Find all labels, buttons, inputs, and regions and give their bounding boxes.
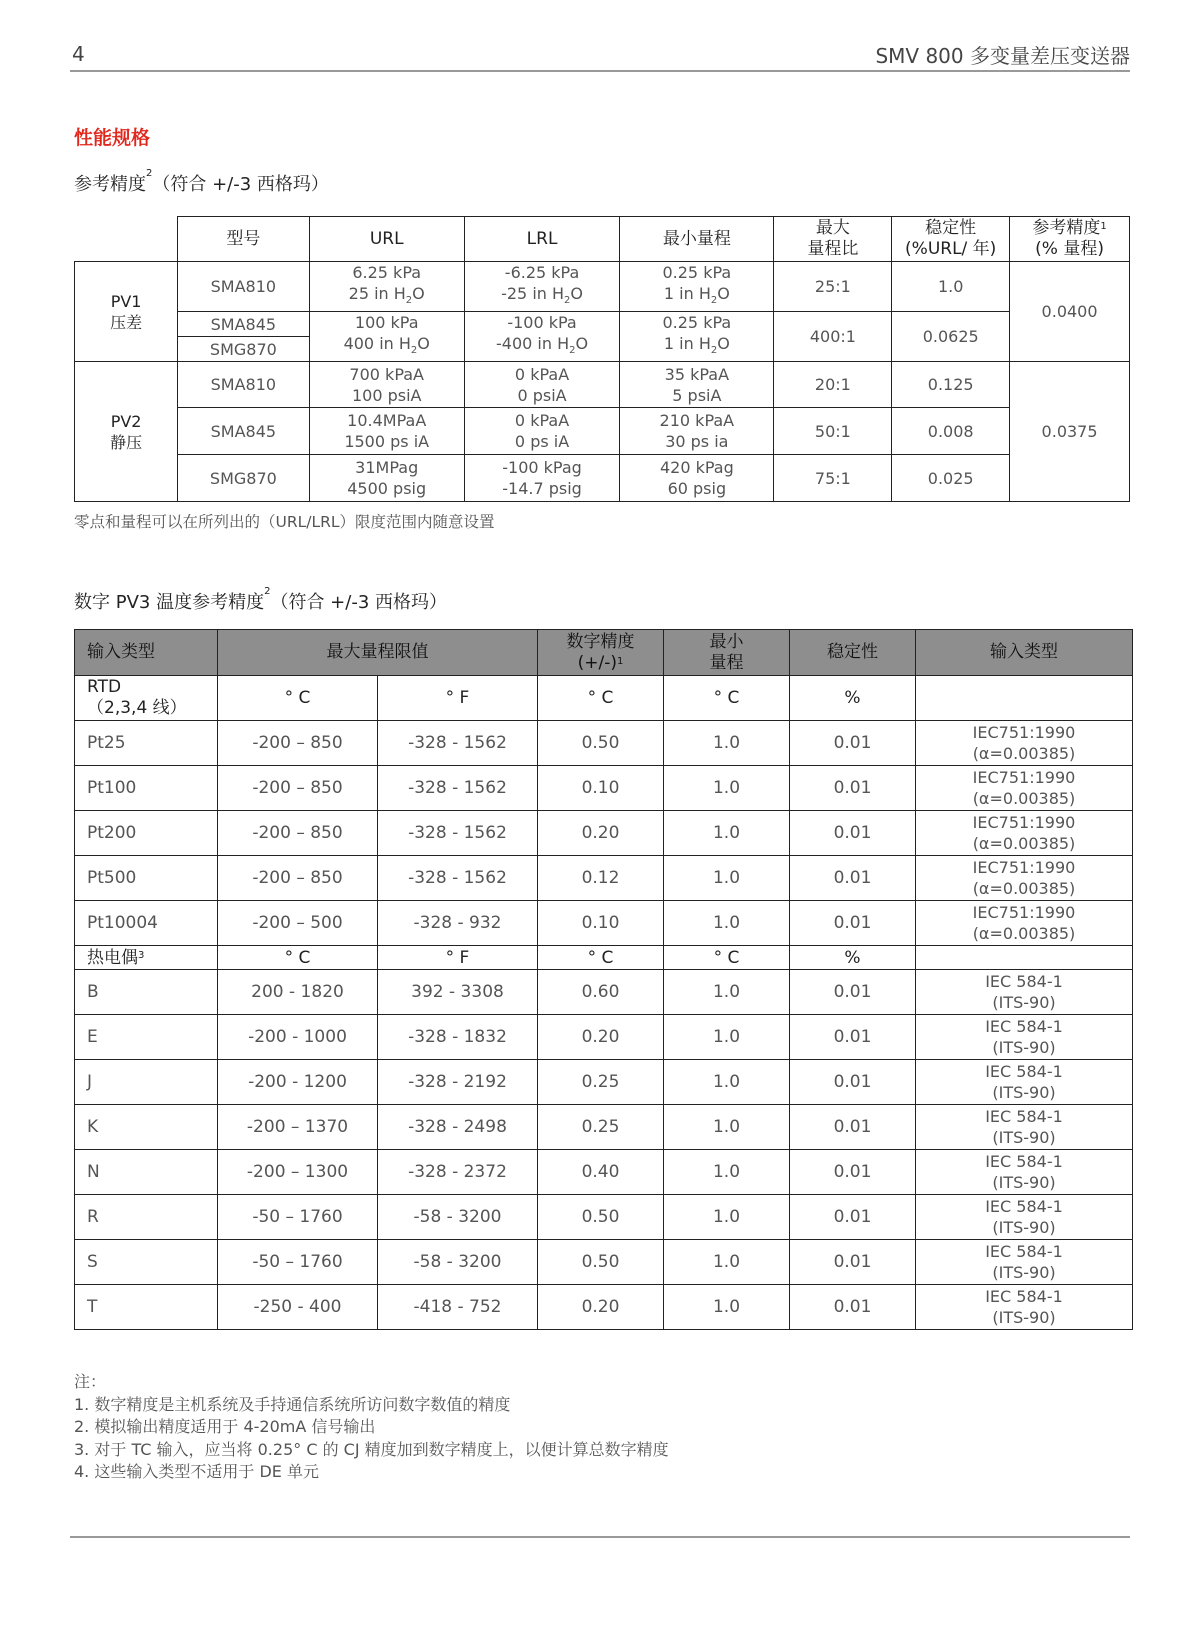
min-span-cell: 1.0	[664, 811, 790, 856]
input-type-cell: S	[75, 1240, 218, 1285]
standard-cell: IEC 584-1 (ITS-90)	[916, 1015, 1133, 1060]
input-type-cell: B	[75, 970, 218, 1015]
table-row	[75, 1150, 1133, 1195]
input-type-cell: Pt500	[75, 856, 218, 901]
url-cell: 31MPag 4500 psig	[309, 455, 464, 502]
rtd-label: RTD （2,3,4 线）	[75, 676, 218, 721]
table-row	[75, 1240, 1133, 1285]
unit-cell: %	[790, 946, 916, 970]
note-item: 1. 数字精度是主机系统及手持通信系统所访问数字数值的精度	[74, 1394, 511, 1414]
stability-cell: 0.01	[790, 901, 916, 946]
input-type-cell: E	[75, 1015, 218, 1060]
col-header-input-type: 输入类型	[75, 630, 218, 676]
ratio-cell: 25:1	[774, 262, 892, 312]
section-title: 性能规格	[74, 127, 151, 149]
standard-cell: IEC 584-1 (ITS-90)	[916, 1285, 1133, 1330]
header-divider	[70, 70, 1130, 72]
standard-cell: IEC 584-1 (ITS-90)	[916, 970, 1133, 1015]
standard-cell: IEC 584-1 (ITS-90)	[916, 1195, 1133, 1240]
ref-accuracy-pv1: 0.0400	[1010, 262, 1130, 362]
table1-footnote: 零点和量程可以在所列出的（URL/LRL）限度范围内随意设置	[74, 513, 495, 531]
min-span-cell: 1.0	[664, 970, 790, 1015]
model-cell: SMG870	[178, 337, 309, 362]
range-fahrenheit-cell: -328 - 2498	[378, 1105, 538, 1150]
min-span-cell: 1.0	[664, 1015, 790, 1060]
table-row	[75, 1285, 1133, 1330]
range-fahrenheit-cell: -328 - 1562	[378, 766, 538, 811]
unit-cell: ° F	[378, 946, 538, 970]
page-number: 4	[72, 42, 85, 66]
digital-accuracy-cell: 0.10	[538, 901, 664, 946]
corner-cell	[75, 217, 178, 262]
url-cell: 6.25 kPa 25 in $H_2O$	[309, 262, 464, 312]
min-span-cell: 1.0	[664, 1240, 790, 1285]
min-span-cell: 35 kPaA 5 psiA	[620, 362, 774, 408]
col-header-url: URL	[309, 217, 464, 262]
note-item: 2. 模拟输出精度适用于 4-20mA 信号输出	[74, 1417, 376, 1436]
ratio-cell: 75:1	[774, 455, 892, 502]
unit-cell	[916, 946, 1133, 970]
range-fahrenheit-cell: -328 - 2372	[378, 1150, 538, 1195]
min-span-cell: 1.0	[664, 1195, 790, 1240]
col-header-max-ratio: 最大 量程比	[774, 217, 892, 262]
stability-cell: 0.008	[892, 408, 1010, 455]
table-row	[75, 721, 1133, 766]
stability-cell: 0.0625	[892, 312, 1010, 362]
range-celsius-cell: -200 – 850	[218, 766, 378, 811]
min-span-cell: 1.0	[664, 721, 790, 766]
rtd-unit-row	[75, 676, 1133, 721]
min-span-cell: 210 kPaA 30 ps ia	[620, 408, 774, 455]
table-row	[75, 856, 1133, 901]
standard-cell: IEC 584-1 (ITS-90)	[916, 1105, 1133, 1150]
input-type-cell: T	[75, 1285, 218, 1330]
lrl-cell: 0 kPaA 0 ps iA	[464, 408, 619, 455]
range-celsius-cell: -200 – 850	[218, 811, 378, 856]
unit-cell: ° C	[538, 676, 664, 721]
min-span-cell: 1.0	[664, 1150, 790, 1195]
model-cell: SMA810	[178, 262, 309, 312]
standard-cell: IEC751:1990 (α=0.00385)	[916, 811, 1133, 856]
input-type-cell: N	[75, 1150, 218, 1195]
group-pv2: PV2 静压	[75, 362, 178, 502]
document-title: SMV 800 多变量差压变送器	[875, 44, 1130, 68]
standard-cell: IEC751:1990 (α=0.00385)	[916, 721, 1133, 766]
range-celsius-cell: 200 - 1820	[218, 970, 378, 1015]
min-span-cell: 1.0	[664, 901, 790, 946]
min-span-cell: 1.0	[664, 1060, 790, 1105]
input-type-cell: Pt100	[75, 766, 218, 811]
unit-cell: ° C	[538, 946, 664, 970]
stability-cell: 0.01	[790, 811, 916, 856]
min-span-cell: 0.25 kPa 1 in $H_2O$	[620, 312, 774, 362]
table2-title: 数字 PV3 温度参考精度$^2$（符合 +/-3 西格玛）	[74, 586, 447, 613]
stability-cell: 0.01	[790, 970, 916, 1015]
stability-cell: 0.125	[892, 362, 1010, 408]
unit-cell: ° F	[378, 676, 538, 721]
col-header-ref-accuracy: 参考精度$^1$ (% 量程)	[1010, 217, 1130, 262]
digital-accuracy-cell: 0.60	[538, 970, 664, 1015]
thermocouple-unit-row	[75, 946, 1133, 970]
col-header-max-range: 最大量程限值	[218, 630, 538, 676]
range-celsius-cell: -200 – 850	[218, 856, 378, 901]
input-type-cell: Pt200	[75, 811, 218, 856]
standard-cell: IEC751:1990 (α=0.00385)	[916, 766, 1133, 811]
col-header-model: 型号	[178, 217, 309, 262]
stability-cell: 0.01	[790, 1240, 916, 1285]
range-celsius-cell: -200 - 1200	[218, 1060, 378, 1105]
min-span-cell: 0.25 kPa 1 in $H_2O$	[620, 262, 774, 312]
stability-cell: 0.01	[790, 766, 916, 811]
stability-cell: 0.01	[790, 1060, 916, 1105]
input-type-cell: K	[75, 1105, 218, 1150]
table-row	[75, 1105, 1133, 1150]
table-row	[75, 1195, 1133, 1240]
standard-cell: IEC751:1990 (α=0.00385)	[916, 856, 1133, 901]
digital-accuracy-cell: 0.50	[538, 1195, 664, 1240]
digital-accuracy-cell: 0.12	[538, 856, 664, 901]
range-celsius-cell: -200 – 1370	[218, 1105, 378, 1150]
unit-cell: ° C	[218, 676, 378, 721]
range-celsius-cell: -200 - 1000	[218, 1015, 378, 1060]
input-type-cell: Pt10004	[75, 901, 218, 946]
col-header-stability: 稳定性 (%URL/ 年)	[892, 217, 1010, 262]
range-celsius-cell: -200 – 1300	[218, 1150, 378, 1195]
range-fahrenheit-cell: -58 - 3200	[378, 1195, 538, 1240]
table-row	[75, 970, 1133, 1015]
table1-title: 参考精度$^2$（符合 +/-3 西格玛）	[74, 168, 329, 195]
col-header-min-span: 最小量程	[620, 217, 774, 262]
col-header-lrl: LRL	[464, 217, 619, 262]
url-cell: 10.4MPaA 1500 ps iA	[309, 408, 464, 455]
range-celsius-cell: -200 – 500	[218, 901, 378, 946]
digital-accuracy-cell: 0.50	[538, 1240, 664, 1285]
model-cell: SMA845	[178, 312, 309, 337]
lrl-cell: -100 kPa -400 in $H_2O$	[464, 312, 619, 362]
digital-accuracy-cell: 0.20	[538, 1285, 664, 1330]
range-celsius-cell: -50 – 1760	[218, 1195, 378, 1240]
ref-accuracy-pv2: 0.0375	[1010, 362, 1130, 502]
input-type-cell: R	[75, 1195, 218, 1240]
reference-accuracy-table	[74, 216, 1130, 502]
digital-accuracy-cell: 0.40	[538, 1150, 664, 1195]
stability-cell: 0.01	[790, 1015, 916, 1060]
ratio-cell: 20:1	[774, 362, 892, 408]
unit-cell	[916, 676, 1133, 721]
table-row	[75, 408, 1130, 455]
stability-cell: 0.01	[790, 1195, 916, 1240]
unit-cell: ° C	[664, 676, 790, 721]
footer-divider	[70, 1536, 1130, 1538]
stability-cell: 0.01	[790, 721, 916, 766]
col-header-digital-accuracy: 数字精度 $(+/-)^1$	[538, 630, 664, 676]
input-type-cell: Pt25	[75, 721, 218, 766]
range-fahrenheit-cell: -328 - 1562	[378, 721, 538, 766]
min-span-cell: 1.0	[664, 856, 790, 901]
note-item: 3. 对于 TC 输入，应当将 0.25° C 的 CJ 精度加到数字精度上，以便计算总数字精度	[74, 1439, 669, 1459]
notes-title: 注：	[74, 1372, 107, 1391]
range-celsius-cell: -200 – 850	[218, 721, 378, 766]
table-row	[75, 811, 1133, 856]
digital-accuracy-cell: 0.25	[538, 1105, 664, 1150]
range-celsius-cell: -50 – 1760	[218, 1240, 378, 1285]
notes-list	[74, 1394, 669, 1484]
digital-accuracy-cell: 0.20	[538, 1015, 664, 1060]
lrl-cell: 0 kPaA 0 psiA	[464, 362, 619, 408]
table-row	[75, 1015, 1133, 1060]
stability-cell: 0.01	[790, 1150, 916, 1195]
standard-cell: IEC 584-1 (ITS-90)	[916, 1060, 1133, 1105]
digital-accuracy-cell: 0.10	[538, 766, 664, 811]
min-span-cell: 420 kPag 60 psig	[620, 455, 774, 502]
range-fahrenheit-cell: -418 - 752	[378, 1285, 538, 1330]
ratio-cell: 400:1	[774, 312, 892, 362]
col-header-min-span: 最小 量程	[664, 630, 790, 676]
range-fahrenheit-cell: -328 - 1562	[378, 856, 538, 901]
range-celsius-cell: -250 - 400	[218, 1285, 378, 1330]
unit-cell: ° C	[218, 946, 378, 970]
range-fahrenheit-cell: -328 - 932	[378, 901, 538, 946]
ratio-cell: 50:1	[774, 408, 892, 455]
table-row	[75, 262, 1130, 312]
digital-accuracy-cell: 0.50	[538, 721, 664, 766]
stability-cell: 0.025	[892, 455, 1010, 502]
col-header-input-type-std: 输入类型	[916, 630, 1133, 676]
input-type-cell: J	[75, 1060, 218, 1105]
url-cell: 100 kPa 400 in $H_2O$	[309, 312, 464, 362]
lrl-cell: -6.25 kPa -25 in $H_2O$	[464, 262, 619, 312]
standard-cell: IEC 584-1 (ITS-90)	[916, 1150, 1133, 1195]
model-cell: SMA845	[178, 408, 309, 455]
group-pv1: PV1 压差	[75, 262, 178, 362]
unit-cell: ° C	[664, 946, 790, 970]
notes-section	[74, 1371, 669, 1484]
digital-accuracy-cell: 0.20	[538, 811, 664, 856]
min-span-cell: 1.0	[664, 766, 790, 811]
table-header-row	[75, 630, 1133, 676]
standard-cell: IEC 584-1 (ITS-90)	[916, 1240, 1133, 1285]
stability-cell: 0.01	[790, 856, 916, 901]
lrl-cell: -100 kPag -14.7 psig	[464, 455, 619, 502]
table-row	[75, 1060, 1133, 1105]
range-fahrenheit-cell: -58 - 3200	[378, 1240, 538, 1285]
unit-cell: %	[790, 676, 916, 721]
stability-cell: 1.0	[892, 262, 1010, 312]
range-fahrenheit-cell: -328 - 2192	[378, 1060, 538, 1105]
thermocouple-label: 热电偶$^3$	[75, 946, 218, 970]
range-fahrenheit-cell: 392 - 3308	[378, 970, 538, 1015]
table-row	[75, 766, 1133, 811]
stability-cell: 0.01	[790, 1285, 916, 1330]
stability-cell: 0.01	[790, 1105, 916, 1150]
table-row	[75, 455, 1130, 502]
digital-accuracy-cell: 0.25	[538, 1060, 664, 1105]
range-fahrenheit-cell: -328 - 1832	[378, 1015, 538, 1060]
url-cell: 700 kPaA 100 psiA	[309, 362, 464, 408]
model-cell: SMG870	[178, 455, 309, 502]
min-span-cell: 1.0	[664, 1285, 790, 1330]
table-row	[75, 312, 1130, 337]
min-span-cell: 1.0	[664, 1105, 790, 1150]
temperature-accuracy-table	[74, 629, 1133, 1330]
note-item: 4. 这些输入类型不适用于 DE 单元	[74, 1462, 319, 1481]
table-row	[75, 362, 1130, 408]
col-header-stability: 稳定性	[790, 630, 916, 676]
model-cell: SMA810	[178, 362, 309, 408]
table-row	[75, 901, 1133, 946]
range-fahrenheit-cell: -328 - 1562	[378, 811, 538, 856]
table-header-row	[75, 217, 1130, 262]
standard-cell: IEC751:1990 (α=0.00385)	[916, 901, 1133, 946]
